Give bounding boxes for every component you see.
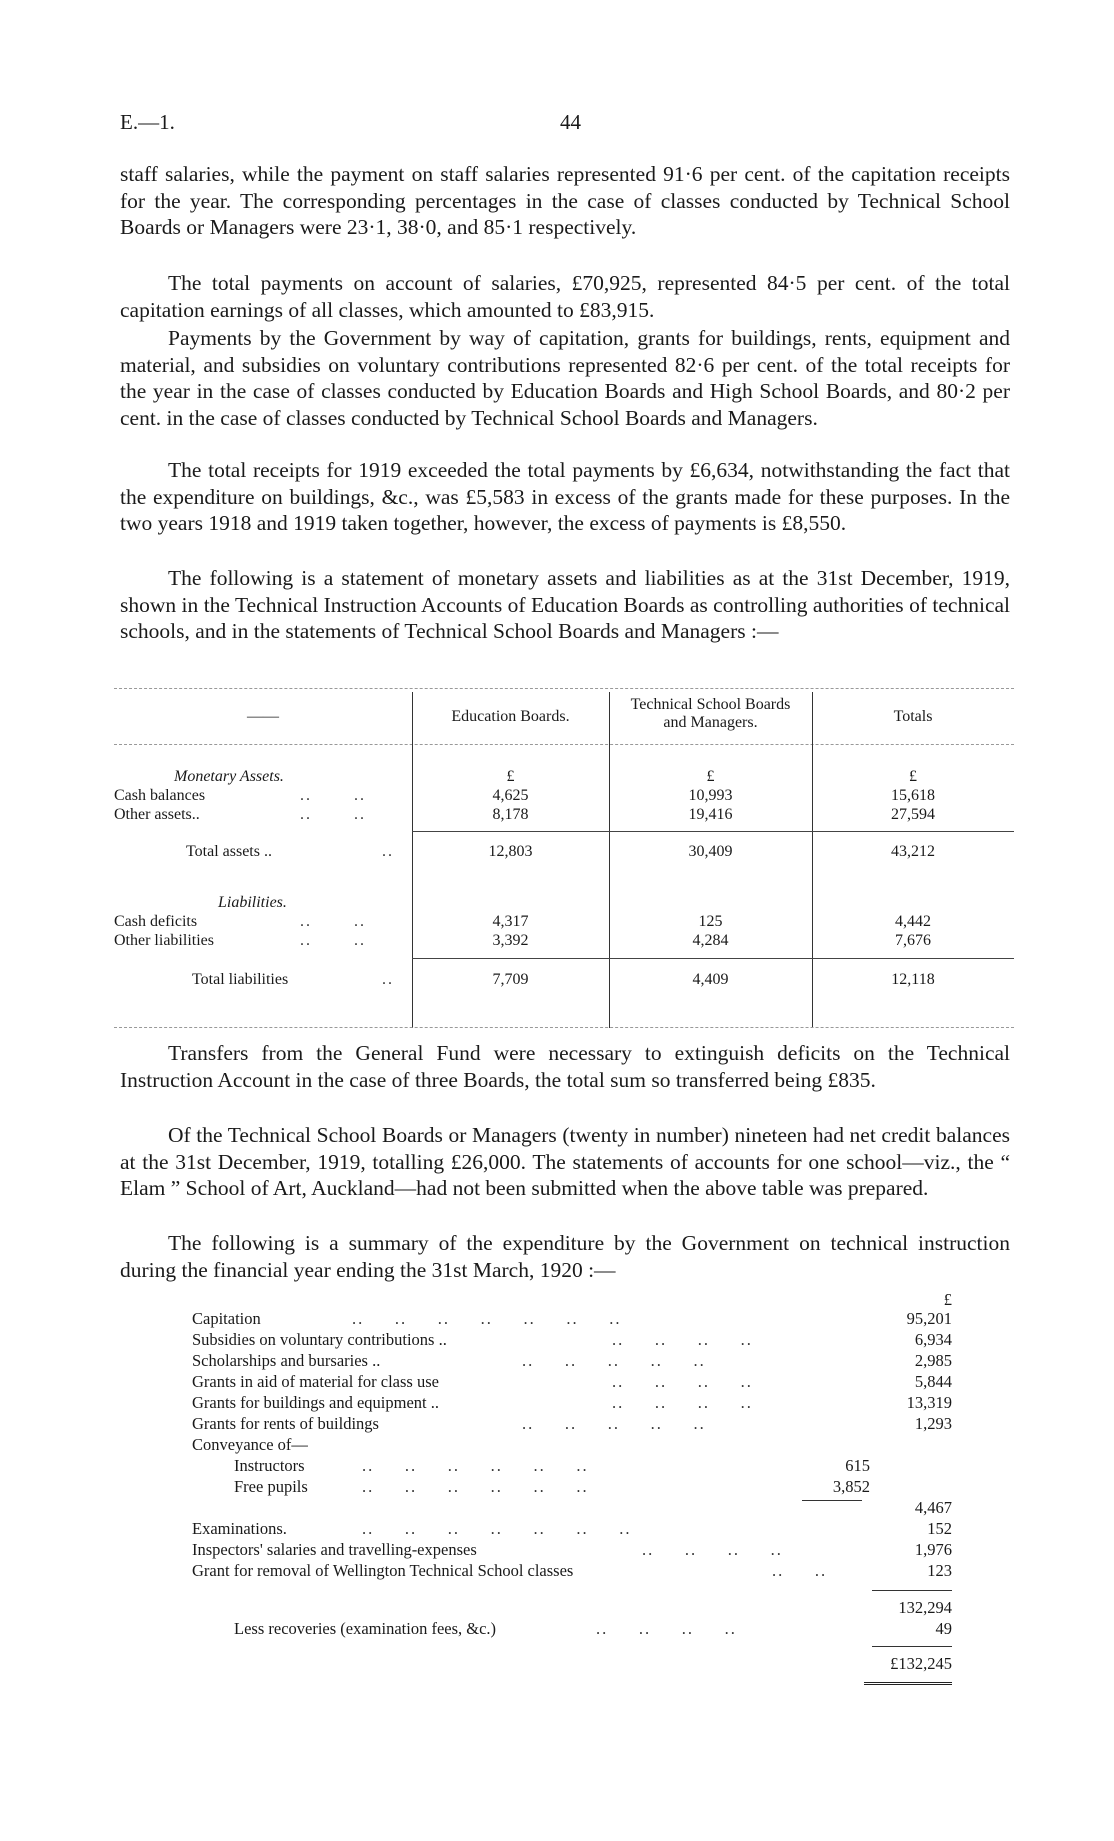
conveyance-amount: 615 xyxy=(845,1456,870,1475)
cell-value: 12,803 xyxy=(488,843,533,860)
less-recoveries-amount: 49 xyxy=(935,1619,952,1638)
expenditure-label: Subsidies on voluntary contributions .. xyxy=(192,1330,447,1349)
cell-value: 4,284 xyxy=(692,932,729,949)
row-label-other-assets: Other assets.. xyxy=(114,806,200,823)
expenditure-amount: 13,319 xyxy=(906,1393,952,1412)
expenditure-row: Scholarships and bursaries .. .. .. .. .. .. 2,985 xyxy=(192,1351,952,1370)
column-header-blank: —— xyxy=(247,708,279,725)
document-reference: E.—1. xyxy=(120,110,175,134)
expenditure-label: Examinations. xyxy=(192,1519,287,1538)
paragraph-expenditure-intro: The following is a summary of the expenditure by the Government on technical instruction during the financial year ending the 31st March, 1920 :— xyxy=(120,1231,1010,1282)
currency-symbol: £ xyxy=(706,768,715,785)
expenditure-amount: 1,293 xyxy=(914,1414,952,1433)
cell-value: 4,317 xyxy=(492,913,529,930)
cell-value: 43,212 xyxy=(891,843,935,860)
expenditure-amount: 152 xyxy=(927,1519,952,1538)
row-label-cash-deficits: Cash deficits xyxy=(114,913,198,930)
paragraph-credit-balances: Of the Technical School Boards or Managers (twenty in number) nineteen had net credit balances at the 31st December, 1919, totalling £26,000. The statements of accounts for one school—viz., the “ Elam ” School of Art, Auckland—had not been submitted when the above table was prepared. xyxy=(120,1123,1010,1200)
cell-value: 8,178 xyxy=(492,806,529,823)
column-header-totals: Totals xyxy=(893,708,933,725)
expenditure-label: Grants for rents of buildings xyxy=(192,1414,379,1433)
paragraph-staff-salaries: staff salaries, while the payment on staff salaries represented 91·6 per cent. of the capitation receipts for the year. The corresponding percentages in the case of classes conducted by Technical School Boards or Managers were 23·1, 38·0, and 85·1 respectively. xyxy=(120,162,1010,239)
row-label-total-assets: Total assets .. xyxy=(186,843,272,860)
row-label-cash-balances: Cash balances xyxy=(114,787,206,804)
grand-total-double-rule xyxy=(864,1682,952,1685)
page-number: 44 xyxy=(560,110,581,134)
conveyance-amount: 3,852 xyxy=(832,1477,870,1496)
liabilities-heading: Liabilities. xyxy=(218,894,287,911)
less-recoveries-row: Less recoveries (examination fees, &c.) .. .. .. .. 49 xyxy=(234,1619,952,1638)
expenditure-amount: 95,201 xyxy=(906,1309,952,1328)
cell-value: 7,676 xyxy=(895,932,931,949)
expenditure-row: Grant for removal of Wellington Technical School classes .. .. 123 xyxy=(192,1561,952,1580)
cell-value: 27,594 xyxy=(891,806,935,823)
expenditure-label: Grants in aid of material for class use xyxy=(192,1372,439,1391)
paragraph-government-payments: Payments by the Government by way of capitation, grants for buildings, rents, equipment and material, and subsidies on voluntary contributions represented 82·6 per cent. of the total receipts for the year in the case of classes conducted by Education Boards and High School Boards, and 80·2 per cent. in the case of classes conducted by Technical School Boards and Managers. xyxy=(120,326,1010,430)
expenditure-label: Inspectors' salaries and travelling-expenses xyxy=(192,1540,477,1559)
conveyance-heading: Conveyance of— xyxy=(192,1435,308,1454)
currency-symbol: £ xyxy=(909,768,917,785)
expenditure-amount: 5,844 xyxy=(914,1372,952,1391)
paragraph-total-payments: The total payments on account of salaries, £70,925, represented 84·5 per cent. of the total capitation earnings of all classes, which amounted to £83,915. xyxy=(120,271,1010,322)
conveyance-label: Free pupils xyxy=(234,1477,308,1496)
paragraph-statement-intro: The following is a statement of monetary assets and liabilities as at the 31st December, 1919, shown in the Technical Instruction Accounts of Education Boards as controlling authorities of technical schools, and in the statements of Technical School Boards and Managers :— xyxy=(120,566,1010,643)
expenditure-row: Subsidies on voluntary contributions .. .. .. .. .. 6,934 xyxy=(192,1330,952,1349)
cell-value: 10,993 xyxy=(688,787,733,804)
subtotal-rule xyxy=(872,1590,952,1591)
total-rule xyxy=(412,831,1014,832)
assets-liabilities-table: —— Education Boards. Technical School Boards and Managers. Totals Monetary Assets. £ £ £ Cash balances .. .. 4,625 10,993 15,618 Other assets.. .. .. 8,178 19,416 27,594 Total assets .. .. 12,803 30,409 43,212 Liabilities. Cash deficits .. .. 4,317 125 4,442 Other liabilities .. .. 3,392 4,284 7,676 Total liabilities .. 7,709 4,409 12,118 xyxy=(114,688,1014,1028)
column-divider xyxy=(609,692,610,748)
cell-value: 4,625 xyxy=(492,787,529,804)
expenditure-row: Inspectors' salaries and travelling-expenses .. .. .. .. 1,976 xyxy=(192,1540,952,1559)
cell-value: 15,618 xyxy=(891,787,935,804)
table-bottom-rule xyxy=(114,1027,1014,1028)
cell-value: 4,409 xyxy=(692,971,729,988)
expenditure-row: Examinations. .. .. .. .. .. .. .. 152 xyxy=(192,1519,952,1538)
conveyance-total: 4,467 xyxy=(914,1498,952,1517)
conveyance-label: Instructors xyxy=(234,1456,305,1475)
currency-symbol: £ xyxy=(943,1290,952,1309)
expenditure-subtotal: 132,294 xyxy=(898,1598,952,1617)
expenditure-label: Grants for buildings and equipment .. xyxy=(192,1393,440,1412)
cell-value: 7,709 xyxy=(492,971,529,988)
cell-value: 4,442 xyxy=(895,913,931,930)
less-recoveries-label: Less recoveries (examination fees, &c.) xyxy=(234,1619,497,1638)
paragraph-total-receipts: The total receipts for 1919 exceeded the total payments by £6,634, notwithstanding the fact that the expenditure on buildings, &c., was £5,583 in excess of the grants made for these purposes. In the two years 1918 and 1919 taken together, however, the excess of payments is £8,550. xyxy=(120,458,1010,535)
total-rule xyxy=(412,958,1014,959)
row-label-other-liabilities: Other liabilities xyxy=(114,932,214,949)
expenditure-row: Grants in aid of material for class use .. .. .. .. 5,844 xyxy=(192,1372,952,1391)
monetary-assets-heading: Monetary Assets. xyxy=(174,768,284,785)
total-rule xyxy=(872,1646,952,1647)
expenditure-label: Scholarships and bursaries .. xyxy=(192,1351,381,1370)
column-header-technical-school-boards: Technical School Boards and Managers. xyxy=(630,696,791,731)
expenditure-label: Grant for removal of Wellington Technical School classes xyxy=(192,1561,574,1580)
expenditure-amount: 1,976 xyxy=(914,1540,952,1559)
table-top-rule xyxy=(114,688,1014,689)
conveyance-row: Free pupils .. .. .. .. .. .. 3,852 xyxy=(234,1477,870,1496)
expenditure-amount: 2,985 xyxy=(914,1351,952,1370)
expenditure-amount: 123 xyxy=(927,1561,952,1580)
expenditure-label: Capitation xyxy=(192,1309,261,1328)
cell-value: 3,392 xyxy=(492,932,529,949)
paragraph-transfers: Transfers from the General Fund were necessary to extinguish deficits on the Technical Instruction Account in the case of three Boards, the total sum so transferred being £835. xyxy=(120,1041,1010,1092)
cell-value: 19,416 xyxy=(688,806,733,823)
currency-symbol: £ xyxy=(506,768,515,785)
table-header-rule xyxy=(114,744,1014,745)
row-label-total-liabilities: Total liabilities xyxy=(192,971,289,988)
cell-value: 30,409 xyxy=(688,843,733,860)
expenditure-row: Capitation .. .. .. .. .. .. .. 95,201 xyxy=(192,1309,952,1328)
expenditure-row: Grants for rents of buildings .. .. .. .. .. 1,293 xyxy=(192,1414,952,1433)
expenditure-grand-total: £132,245 xyxy=(890,1654,952,1673)
expenditure-amount: 6,934 xyxy=(914,1330,952,1349)
conveyance-row: Instructors .. .. .. .. .. .. 615 xyxy=(234,1456,870,1475)
column-header-education-boards: Education Boards. xyxy=(451,708,570,725)
expenditure-row: Grants for buildings and equipment .. .. .. .. .. 13,319 xyxy=(192,1393,952,1412)
cell-value: 12,118 xyxy=(891,971,935,988)
cell-value: 125 xyxy=(698,913,723,930)
